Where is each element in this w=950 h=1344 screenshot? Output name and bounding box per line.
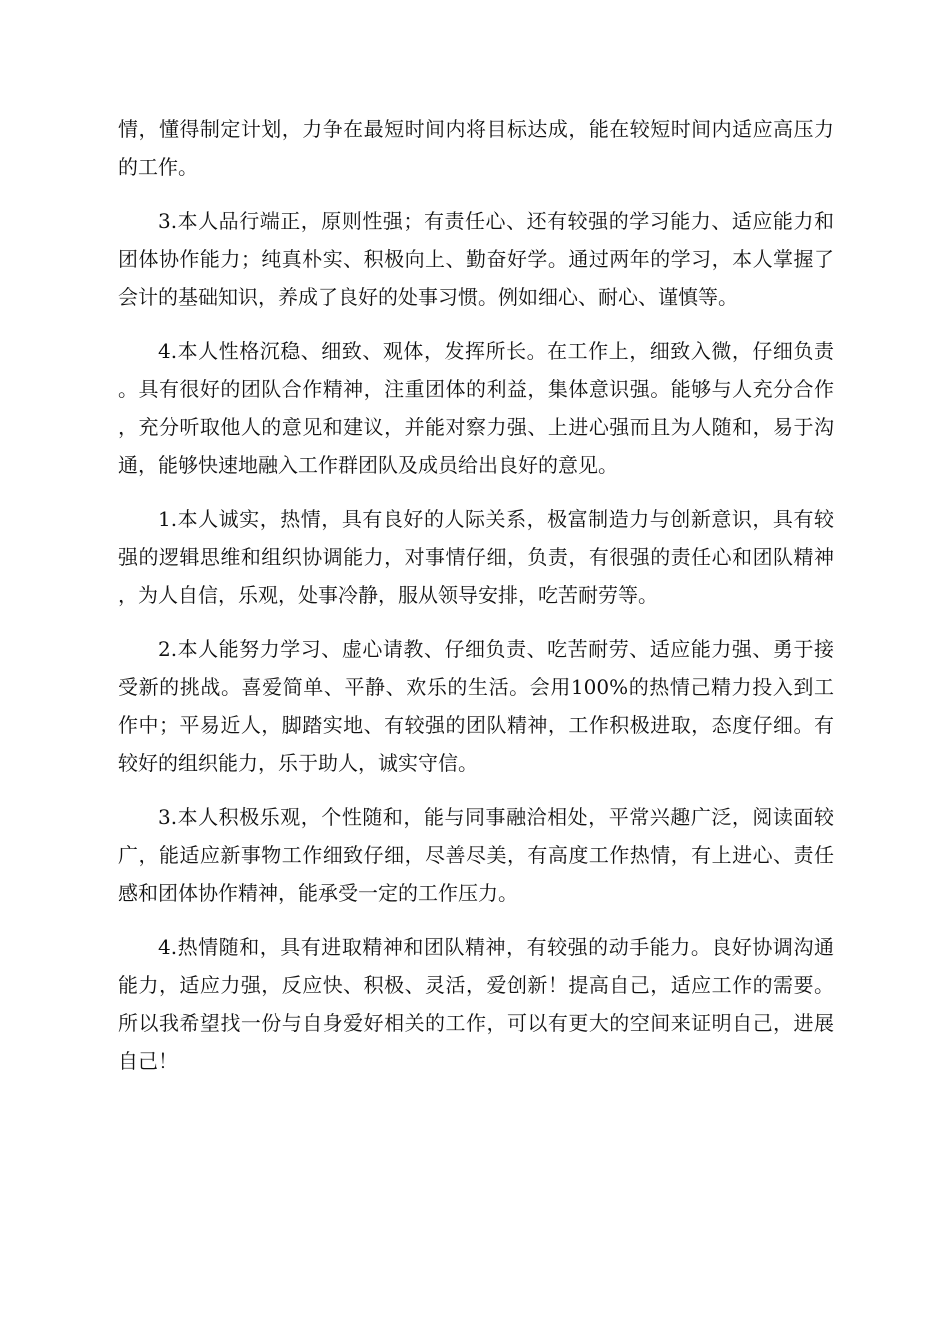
paragraph-item-4-b: 4.热情随和，具有进取精神和团队精神，有较强的动手能力。良好协调沟通能力，适应力强，反应快、积极、灵活，爱创新！提高自己，适应工作的需要。所以我希望找一份与自身爱好相关的工作，可以有更大的空间来证明自己，进展自己！ — [118, 935, 834, 1073]
paragraph-item-2: 2.本人能努力学习、虚心请教、仔细负责、吃苦耐劳、适应能力强、勇于接受新的挑战。喜爱简单、平静、欢乐的生活。会用100%的热情己精力投入到工作中；平易近人，脚踏实地、有较强的团队精神，工作积极进取，态度仔细。有较好的组织能力，乐于助人，诚实守信。 — [118, 637, 834, 775]
paragraph-item-3-b: 3.本人积极乐观，个性随和，能与同事融洽相处，平常兴趣广泛，阅读面较广，能适应新事物工作细致仔细，尽善尽美，有高度工作热情，有上进心、责任感和团体协作精神，能承受一定的工作压力。 — [118, 805, 834, 905]
paragraph-item-1: 1.本人诚实，热情，具有良好的人际关系，极富制造力与创新意识，具有较强的逻辑思维和组织协调能力，对事情仔细，负责，有很强的责任心和团队精神，为人自信，乐观，处事冷静，服从领导安排，吃苦耐劳等。 — [118, 507, 834, 607]
paragraph-continued: 情，懂得制定计划，力争在最短时间内将目标达成，能在较短时间内适应高压力的工作。 — [118, 117, 834, 179]
paragraph-item-4: 4.本人性格沉稳、细致、观体，发挥所长。在工作上，细致入微，仔细负责。具有很好的团队合作精神，注重团体的利益，集体意识强。能够与人充分合作，充分听取他人的意见和建议，并能对察力强、上进心强而且为人随和，易于沟通，能够快速地融入工作群团队及成员给出良好的意见。 — [118, 339, 834, 477]
paragraph-item-3: 3.本人品行端正，原则性强；有责任心、还有较强的学习能力、适应能力和团体协作能力；纯真朴实、积极向上、勤奋好学。通过两年的学习，本人掌握了会计的基础知识，养成了良好的处事习惯。例如细心、耐心、谨慎等。 — [118, 209, 834, 309]
document-body — [118, 110, 834, 1096]
